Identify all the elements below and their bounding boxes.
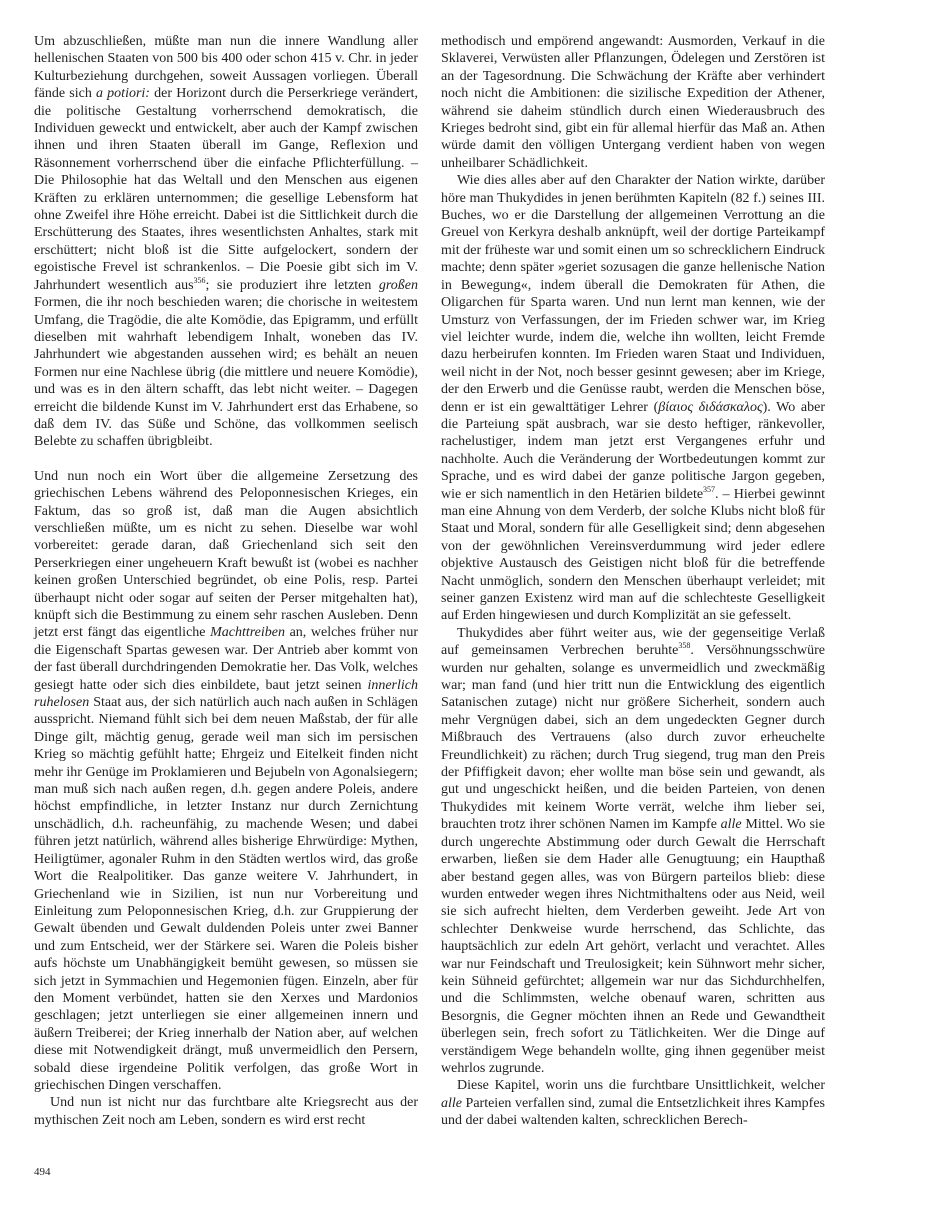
italic-phrase: großen bbox=[378, 277, 418, 293]
footnote-marker[interactable]: 356 bbox=[193, 275, 206, 285]
italic-phrase: alle bbox=[720, 817, 742, 833]
italic-phrase: innerlich ruhelosen bbox=[34, 677, 418, 711]
italic-phrase: a potiori: bbox=[96, 86, 150, 102]
italic-phrase: alle bbox=[441, 1095, 462, 1111]
paragraph-right-1: methodisch und empörend angewandt: Ausmorden, Verkauf in die Sklaverei, Verwüsten aller Pflanzungen, Ödelegen und Zerstören ist an der Tagesordnung. Die Schwächung der Kräfte aber verhindert noch nicht die Ambitionen: die sizilische Expedition der Athener, während sie daheim stündlich durch einen Wiederausbruch des Krieges bedroht sind, gibt ein für allemal hierfür das Maß an. Athen würde damit den völligen Untergang verdient haben von wegen unheilbarer Schädlichkeit. bbox=[441, 34, 825, 171]
greek-phrase: βίαιος διδάσκαλος bbox=[658, 399, 763, 415]
paragraph-right-4: Diese Kapitel, worin uns die furchtbare Unsittlichkeit, welcher alle Parteien verfallen sind, zumal die Entsetzlichkeit ihres Kampfes und der dabei waltenden kalten, schrecklichen Berech- bbox=[441, 1078, 825, 1129]
paragraph-right-2: Wie dies alles aber auf den Charakter der Nation wirkte, darüber höre man Thukydides in jenen berühmten Kapiteln (82 f.) seines III. Buches, wo er die Darstellung der allgemeinen Verrottung an die Greuel von Kerkyra deshalb anknüpft, weil der dortige Parteikampf mit der früheste war und somit einen um so schrecklichern Eindruck machte; denn später »geriet sozusagen die ganze hellenische Nation in Bewegung«, indem überall die Demokraten für Athen, die Oligarchen für Sparta waren. Und nun lernt man kennen, wie der Umsturz von Verfassungen, der im Frieden schwer war, im Krieg viel leichter wurde, indem die, welche ihn wollten, leicht Fremde dazu herbeirufen konnten. Im Frieden waren Staat und Individuen, weil nicht in der Not, noch besser gesinnt gewesen; aber im Kriege, der den Erwerb und die Genüsse raubt, werden die Menschen böse, denn er ist ein gewalttätiger Lehrer (βίαιος διδάσκαλος). Wo aber die Parteiung spät ausbrach, war sie desto heftiger, ränkevoller, rachelustiger, indem man jetzt erst Vergangenes erfuhr und nachholte. Auch die Veränderung der Wortbedeutungen kommt zur Sprache, und es wird dabei der ganze politische Jargon gegeben, wie er sich namentlich in den Hetärien bildete$^{357}$. – Hierbei gewinnt man eine Ahnung von dem Verderb, der solche Klubs nicht bloß für Staat und Moral, sondern für alle Geselligkeit sind; denn abgesehen von der gewöhnlichen Vereinsverdummung wird jeder edlere objektive Austausch des Geistigen nicht bloß für die betreffende Nacht unmöglich, sondern den Menschen überhaupt verleidet; mit seiner ganzen Existenz wird man auf die schlechteste Geselligkeit auf Erden hingewiesen und durch Komplizität an sie gefesselt. bbox=[441, 173, 825, 624]
paragraph-left-3: Und nun ist nicht nur das furchtbare alte Kriegsrecht aus der mythischen Zeit noch am Leben, sondern es wird erst recht bbox=[34, 1095, 418, 1128]
italic-phrase: Machttreiben bbox=[210, 625, 285, 641]
paragraph-right-3: Thukydides aber führt weiter aus, wie der gegenseitige Verlaß auf gemeinsamen Verbrechen beruhte$^{358}$. Versöhnungsschwüre wurden nur gehalten, solange es unvermeidlich und zweckmäßig war; man fand (und hier tritt nun die Entwicklung des eigentlich Satanischen zutage) nicht nur größere Sicherheit, sondern auch mehr Vergnügen dabei, sich an dem ungedeckten Gegner durch Mißbrauch des Vertrauens (also durch zuvor erheuchelte Freundlichkeit) zu rächen; durch Trug siegend, trug man den Preis der Pfiffigkeit davon; eher wollte man böse sein und gewandt, als gut und ungeschickt heißen, und die beiden Parteien, von denen Thukydides mit keinem Worte verrät, welche ihm lieber sei, brauchten trotz ihrer schönen Namen im Kampfe alle Mittel. Wo sie durch ungerechte Abstimmung oder durch Gewalt die Herrschaft erwarben, ließen sie dem Hader alle Genugtuung; ein Haupthaß aber bestand gegen alles, was von Bürgern parteilos blieb: diese wurden entweder wegen ihres Nichtmithaltens oder aus Neid, weil sie sich aufrecht hielten, dem Verderben geweiht. Jede Art von schlechter Denkweise wurde herrschend, das Schlichte, das hauptsächlich zur edeln Art gehört, verlacht und verachtet. Alles war nur Feindschaft und Treulosigkeit; kein Sühnwort mehr sicher, kein Sühneid gefürchtet; allgemein war nur das Sichdurchhelfen, und die Schlimmsten, welche obenauf waren, schritten aus Besorgnis, die Gegner möchten ihnen an Rede und Gewandtheit überlegen sein, frech sofort zu Tätlichkeiten. Wer die Dinge auf verständigem Wege behandeln wollte, ging ihnen gegenüber meist wehrlos zugrunde. bbox=[441, 625, 825, 1076]
paragraph-left-1: Um abzuschließen, müßte man nun die innere Wandlung aller hellenischen Staaten von 500 bis 400 oder schon 415 v. Chr. in jeder Kulturbeziehung durchgehen, soweit Aussagen vorliegen. Überall fände sich a potiori: der Horizont durch die Perserkriege verändert, die politische Gestaltung vorherrschend demokratisch, die Individuen geweckt und entwickelt, aber auch der Kampf zwischen ihnen und ihren Staaten überall im Gange, Reflexion und Räsonnement vorherrschend über die einfache Pflichterfüllung. – Die Philosophie hat das Weltall und den Menschen aus eigenen Kräften zu erklären unternommen; die gesellige Lebensform hat ohne Zweifel ihre Höhe erreicht. Dabei ist die Sittlichkeit durch die Erschütterung des Staates, ihres wesentlichsten Anhaltes, stark mit erschüttert; nicht bloß ist die Sitte aufgelockert, sondern der egoistische Frevel ist schrankenlos. – Die Poesie gibt sich im V. Jahrhundert wesentlich aus$^{356}$; sie produziert ihre letzten großen Formen, die ihr noch beschieden waren; die chorische in weitestem Umfang, die Tragödie, die alte Komödie, das Epigramm, und erfüllt dieselben mit wahrhaft lebendigem Inhalt, woneben das IV. Jahrhundert wie abgestanden aussehen wird; es behält an neuen Formen nur eine Nachlese übrig (die mittlere und neuere Komödie), und was es in den ältern schafft, das lebt nicht weiter. – Dagegen erreicht die bildende Kunst im V. Jahrhundert erst das Erhabene, so daß dem IV. das Süße und Schöne, das vollkommen seelisch Belebte zu schaffen übrigbleibt. bbox=[34, 34, 418, 450]
left-column bbox=[34, 33, 418, 1129]
page-number: 494 bbox=[34, 1166, 51, 1178]
footnote-marker[interactable]: 357 bbox=[703, 484, 716, 494]
paragraph-left-2: Und nun noch ein Wort über die allgemeine Zersetzung des griechischen Lebens während des Peloponnesischen Krieges, ein Faktum, das so groß ist, daß man die Augen absichtlich verschließen müßte, um es nicht zu sehen. Dieselbe war wohl vorbereitet: gerade daran, daß Griechenland sich seit den Perserkriegen einer ungeheuern Kraft bewußt ist (wobei es nachher keinen großen Unterschied begründet, ob eine Polis, resp. Partei überhaupt nicht oder sogar auf seiten der Perser mitgehalten hat), knüpft sich die Bestimmung zu einem sehr raschen Ausleben. Denn jetzt erst fängt das eigentliche Machttreiben an, welches früher nur die Eigenschaft Spartas gewesen war. Der Antrieb aber kommt von der fast überall durchdringenden Demokratie her. Das Volk, welches gesiegt hatte oder sich dies einbildete, baut jetzt seinen innerlich ruhelosen Staat aus, der sich natürlich auch nach außen in Schlägen ausspricht. Niemand fühlt sich bei dem neuen Maßstab, der für alle Dinge gilt, mächtig genug, gerade weil man sich im persischen Krieg so mächtig gefühlt hatte; Ehrgeiz und Eitelkeit finden nicht mehr ihr Genüge im Proklamieren und Bejubeln von Agonalsiegern; man muß sich nach außen regen, d.h. gegen andere Poleis, andere höchst empfindliche, in letzter Instanz nur durch Zernichtung unschädlich, d.h. racheunfähig, zu machende Wesen; und dabei führen jetzt natürlich, während alles bisherige Ehrwürdige: Mythen, Heiligtümer, agonaler Ruhm in den Städten wertlos wird, das große Wort die Realpolitiker. Das ganze weitere V. Jahrhundert, in Griechenland wie in Sizilien, ist nun nur Vorbereitung und Einleitung zum Peloponnesischen Krieg, d.h. zur Gruppierung der Gewalt übenden und Gewalt duldenden Poleis unter zwei Banner und zum Entscheid, wer der Stärkere sei. Waren die Poleis bisher aufs höchste um Unabhängigkeit bemüht gewesen, so müssen sie sich jetzt in Symmachien und Hegemonien fügen. Einzeln, aber für den Moment verbündet, hatten sie den Xerxes und Mardonios geschlagen; jetzt unterliegen sie einer allgemeinen innern und äußern Treiberei; der Krieg innerhalb der Nation aber, auf welchen diese mit Notwendigkeit drängt, muß unvermeidlich den Persern, sobald diese irgendeine Politik verfolgen, das große Wort in griechischen Dingen verschaffen. bbox=[34, 468, 418, 1093]
footnote-marker[interactable]: 358 bbox=[678, 641, 691, 651]
right-column bbox=[441, 33, 825, 1130]
